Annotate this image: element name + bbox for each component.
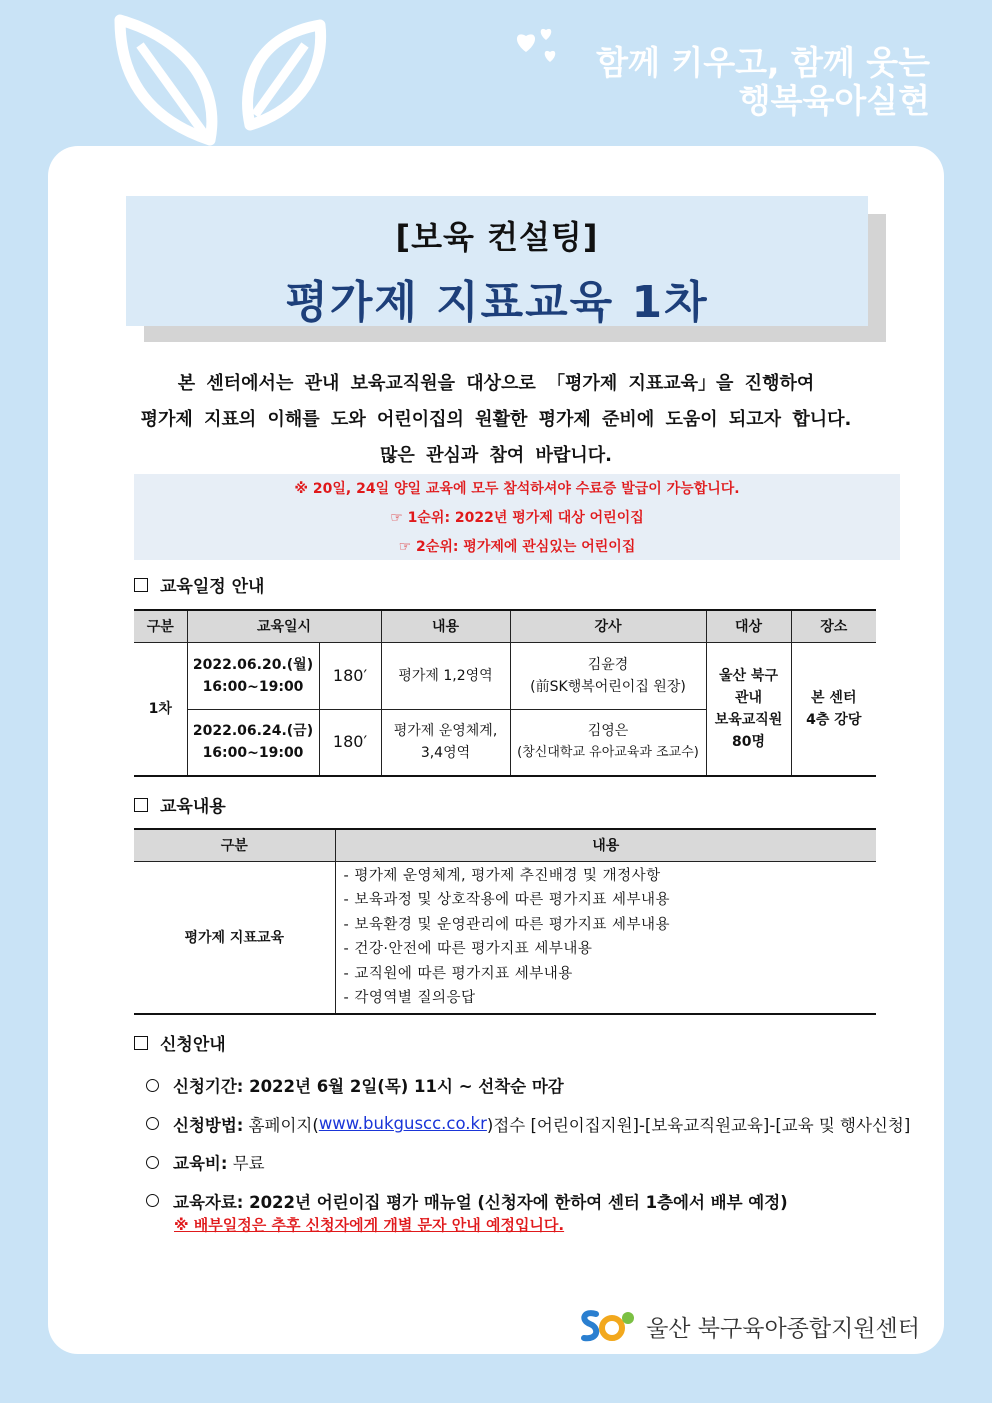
target-line: 보육교직원 — [714, 711, 783, 728]
schedule-heading — [134, 572, 264, 597]
items-cell — [335, 861, 876, 1014]
lecturer-name: 김영은 — [587, 723, 629, 740]
content-heading — [134, 792, 226, 817]
circle-bullet-icon — [146, 1079, 159, 1092]
list-item: - 각영역별 질의응답 — [343, 990, 476, 1007]
list-item: - 보육환경 및 운영관리에 따른 평가지표 세부내용 — [343, 916, 671, 933]
slogan — [596, 44, 930, 120]
date-text: 2022.06.24.(금) — [192, 723, 314, 740]
header-content: 내용 — [335, 829, 876, 861]
header-category: 구분 — [134, 829, 335, 861]
apply-period — [146, 1066, 926, 1105]
schedule-header-row — [134, 610, 876, 642]
intro-text — [110, 366, 882, 474]
category-cell: 평가제 지표교육 — [134, 861, 335, 1014]
fee-label: 교육비: — [173, 1154, 228, 1174]
target-line: 관내 — [734, 689, 763, 706]
duration-cell: 180′ — [319, 642, 381, 709]
leaf-decoration-icon — [110, 10, 340, 150]
method-post: )접수 [어린이집지원]-[보육교직원교육]-[교육 및 행사신청] — [486, 1115, 911, 1135]
distribution-warning: ※ 배부일정은 추후 신청자에게 개별 문자 안내 예정입니다. — [174, 1216, 565, 1234]
content-text: 평가제 운영체계, — [393, 723, 498, 740]
apply-list — [146, 1066, 926, 1235]
slogan-line2: 행복육아실현 — [738, 81, 930, 120]
lecturer-cell — [510, 709, 706, 776]
center-logo-icon — [576, 1306, 638, 1346]
notice-line1: ※ 20일, 24일 양일 교육에 모두 참석하셔야 수료증 발급이 가능합니다. — [294, 481, 740, 497]
notice-line3: ☞ 2순위: 평가제에 관심있는 어린이집 — [398, 539, 636, 555]
time-text: 16:00~19:00 — [202, 745, 304, 762]
lecturer-affiliation: (前SK행복어린이집 원장) — [530, 678, 686, 695]
method-label: 신청방법: — [173, 1115, 244, 1135]
footer-logo — [576, 1306, 920, 1346]
checkbox-square-icon — [134, 578, 148, 592]
time-text: 16:00~19:00 — [202, 678, 304, 695]
table-row — [134, 642, 876, 709]
place-line: 4층 강당 — [806, 711, 862, 728]
header-category: 구분 — [134, 610, 187, 642]
lecturer-name: 김윤경 — [587, 656, 629, 673]
lecturer-cell — [510, 642, 706, 709]
content-cell — [381, 709, 510, 776]
apply-heading — [134, 1030, 226, 1055]
content-table — [134, 828, 876, 1015]
notice-box — [134, 474, 900, 560]
date-text: 2022.06.20.(월) — [192, 656, 314, 673]
duration-cell: 180′ — [319, 709, 381, 776]
header-content: 내용 — [381, 610, 510, 642]
checkbox-square-icon — [134, 798, 148, 812]
apply-fee — [146, 1143, 926, 1182]
schedule-heading-text: 교육일정 안내 — [160, 577, 265, 597]
homepage-link[interactable]: www.bukguscc.co.kr — [318, 1114, 487, 1134]
org-name: 울산 북구육아종합지원센터 — [646, 1315, 920, 1342]
content-text: 평가제 1,2영역 — [398, 667, 493, 684]
hearts-decoration-icon — [508, 22, 568, 72]
circle-bullet-icon — [146, 1117, 159, 1130]
header-lecturer: 강사 — [510, 610, 706, 642]
round-cell: 1차 — [134, 642, 187, 776]
circle-bullet-icon — [146, 1194, 159, 1207]
apply-heading-text: 신청안내 — [160, 1035, 226, 1055]
date-cell — [187, 642, 319, 709]
page-title: 평가제 지표교육 1차 — [285, 277, 709, 328]
title-box — [126, 196, 868, 326]
material-text: 교육자료: 2022년 어린이집 평가 매뉴얼 (신청자에 한하여 센터 1층에서 배부 예정) — [173, 1192, 788, 1212]
circle-bullet-icon — [146, 1156, 159, 1169]
header-place: 장소 — [791, 610, 876, 642]
schedule-table — [134, 609, 876, 777]
slogan-line1: 함께 키우고, 함께 웃는 — [596, 43, 930, 82]
list-item: - 보육과정 및 상호작용에 따른 평가지표 세부내용 — [343, 892, 671, 909]
target-line: 80명 — [731, 733, 765, 750]
title-sub: [보육 컨설팅] — [395, 218, 599, 256]
list-item: - 건강·안전에 따른 평가지표 세부내용 — [343, 941, 593, 958]
lecturer-affiliation: (창신대학교 유아교육과 조교수) — [517, 745, 699, 761]
date-cell — [187, 709, 319, 776]
place-cell — [791, 642, 876, 776]
notice-line2: ☞ 1순위: 2022년 평가제 대상 어린이집 — [390, 510, 644, 526]
period-text: 신청기간: 2022년 6월 2일(목) 11시 ~ 선착순 마감 — [173, 1077, 564, 1097]
list-item: - 교직원에 따른 평가지표 세부내용 — [343, 965, 573, 982]
header-datetime: 교육일시 — [187, 610, 381, 642]
checkbox-square-icon — [134, 1036, 148, 1050]
intro-line3: 많은 관심과 참여 바랍니다. — [380, 445, 612, 466]
place-line: 본 센터 — [811, 689, 857, 706]
content-text: 3,4영역 — [420, 745, 471, 762]
intro-line1: 본 센터에서는 관내 보육교직원을 대상으로 「평가제 지표교육」을 진행하여 — [177, 373, 815, 394]
table-row — [134, 861, 876, 1014]
method-pre: 홈페이지( — [248, 1115, 319, 1135]
content-heading-text: 교육내용 — [160, 797, 226, 817]
target-line: 울산 북구 — [719, 667, 778, 684]
apply-method — [146, 1105, 926, 1144]
intro-line2: 평가제 지표의 이해를 도와 어린이집의 원활한 평가제 준비에 도움이 되고자 합니다. — [140, 409, 852, 430]
content-header-row — [134, 829, 876, 861]
content-cell — [381, 642, 510, 709]
list-item: - 평가제 운영체계, 평가제 추진배경 및 개정사항 — [343, 867, 661, 884]
fee-value: 무료 — [232, 1154, 265, 1174]
target-cell — [706, 642, 791, 776]
header-target: 대상 — [706, 610, 791, 642]
